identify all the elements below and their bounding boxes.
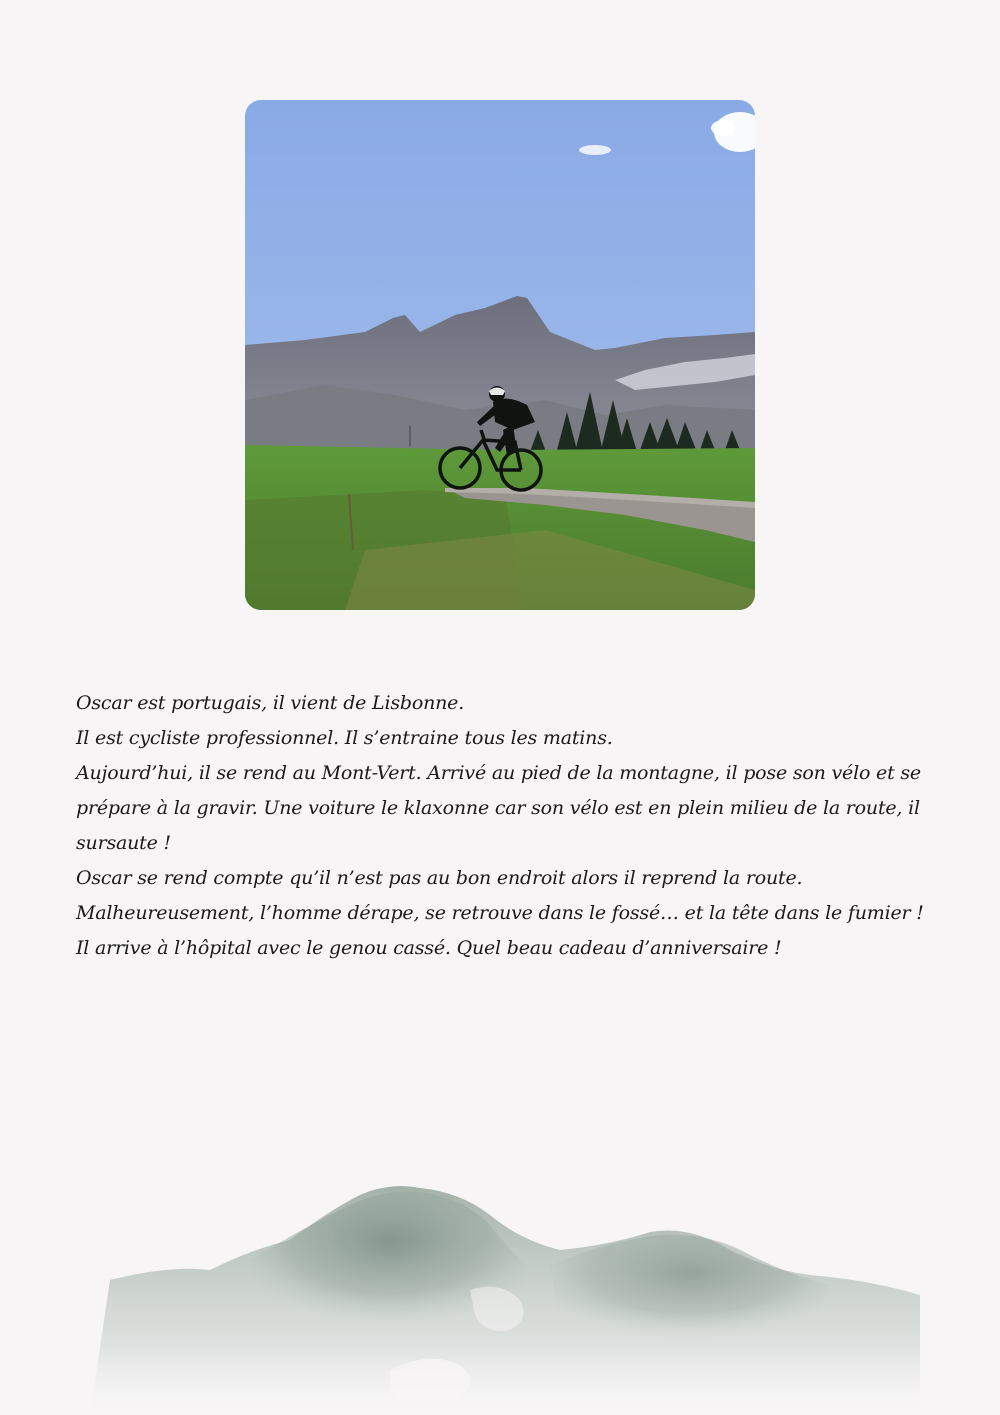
story-line: Aujourd’hui, il se rend au Mont-Vert. Arrivé au pied de la montagne, il pose son vélo et se prépare à la gravir. Une voiture le klaxonne car son vélo est en plein milieu de la route, il sursaute !: [76, 762, 921, 854]
watercolor-mountain-decoration: [90, 1170, 920, 1415]
story-line: Il arrive à l’hôpital avec le genou cassé. Quel beau cadeau d’anniversaire !: [76, 937, 782, 959]
story-line: Oscar se rend compte qu’il n’est pas au bon endroit alors il reprend la route. Malheureusement, l’homme dérape, se retrouve dans le fossé… et la tête dans le fumier !: [76, 867, 924, 924]
mountain-landscape-image: [245, 100, 755, 610]
cyclist-photo: [245, 100, 755, 610]
story-line: Il est cycliste professionnel. Il s’entraine tous les matins.: [76, 727, 613, 749]
story-line: Oscar est portugais, il vient de Lisbonne.: [76, 692, 465, 714]
story-text: [76, 686, 936, 966]
